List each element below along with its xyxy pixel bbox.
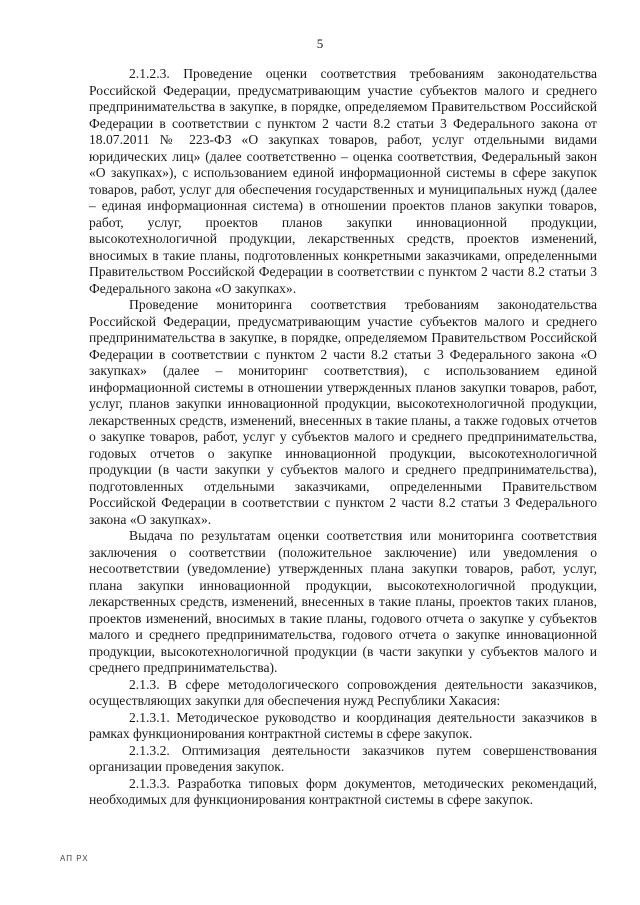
paragraph-2-1-3-2: 2.1.3.2. Оптимизация деятельности заказчиков путем совершенствования организации проведения закупок. [89, 742, 597, 774]
paragraph-2-1-3-3: 2.1.3.3. Разработка типовых форм документов, методических рекомендаций, необходимых для функционирования контрактной системы в сфере закупок. [89, 775, 597, 807]
page-number: 5 [316, 36, 324, 51]
paragraph-issuance: Выдача по результатам оценки соответствия или мониторинга соответствия заключения о соответствии (положительное заключение) или уведомления о несоответствии (уведомление) утвержденных плана закупки товаров, работ, услуг, плана закупки инновационной продукции, высокотехнологичной продукции, лекарственных средств, изменений, внесенных в такие планы, проектов таких планов, проектов изменений, вносимых в такие планы, годового отчета о закупке у субъектов малого и среднего предпринимательства, годового отчета о закупке инновационной продукции, высокотехнологичной продукции (в части закупки у субъектов малого и среднего предпринимательства). [89, 528, 597, 675]
paragraph-monitoring: Проведение мониторинга соответствия требованиям законодательства Российской Федерации, предусматривающим участие субъектов малого и среднего предпринимательства в закупке, в порядке, определяемом Правительством Российской Федерации в соответствии с пунктом 2 части 8.2 статьи 3 Федерального закона «О закупках» (далее – мониторинг соответствия), с использованием единой информационной системы в отношении утвержденных планов закупки товаров, работ, услуг, планов закупки инновационной продукции, высокотехнологичной продукции, лекарственных средств, изменений, внесенных в такие планы, а также годовых отчетов о закупке товаров, работ, услуг у субъектов малого и среднего предпринимательства, годовых отчетов о закупке инновационной продукции, высокотехнологичной продукции (в части закупки у субъектов малого и среднего предпринимательства), подготовленных отдельными заказчиками, определенными Правительством Российской Федерации в соответствии с пунктом 2 части 8.2 статьи 3 Федерального закона «О закупках». [89, 297, 597, 527]
footer-mark: АП РХ [60, 854, 89, 863]
paragraph-2-1-3: 2.1.3. В сфере методологического сопровождения деятельности заказчиков, осуществляющих закупки для обеспечения нужд Республики Хакасия: [89, 676, 597, 708]
document-body [89, 66, 597, 809]
paragraph-2-1-2-3: 2.1.2.3. Проведение оценки соответствия требованиям законодательства Российской Федерации, предусматривающим участие субъектов малого и среднего предпринимательства в закупке, в порядке, определяемом Правительством Российской Федерации в соответствии с пунктом 2 части 8.2 статьи 3 Федерального закона от 18.07.2011 № 223-ФЗ «О закупках товаров, работ, услуг отдельными видами юридических лиц» (далее соответственно – оценка соответствия, Федеральный закон «О закупках»), с использованием единой информационной системы в сфере закупок товаров, работ, услуг для обеспечения государственных и муниципальных нужд (далее – единая информационная система) в отношении проектов планов закупки товаров, работ, услуг, проектов планов закупки инновационной продукции, высокотехнологичной продукции, лекарственных средств, проектов изменений, вносимых в такие планы, подготовленных конкретными заказчиками, определенными Правительством Российской Федерации в соответствии с пунктом 2 части 8.2 статьи 3 Федерального закона «О закупках». [89, 66, 597, 296]
paragraph-2-1-3-1: 2.1.3.1. Методическое руководство и координация деятельности заказчиков в рамках функционирования контрактной системы в сфере закупок. [89, 709, 597, 741]
